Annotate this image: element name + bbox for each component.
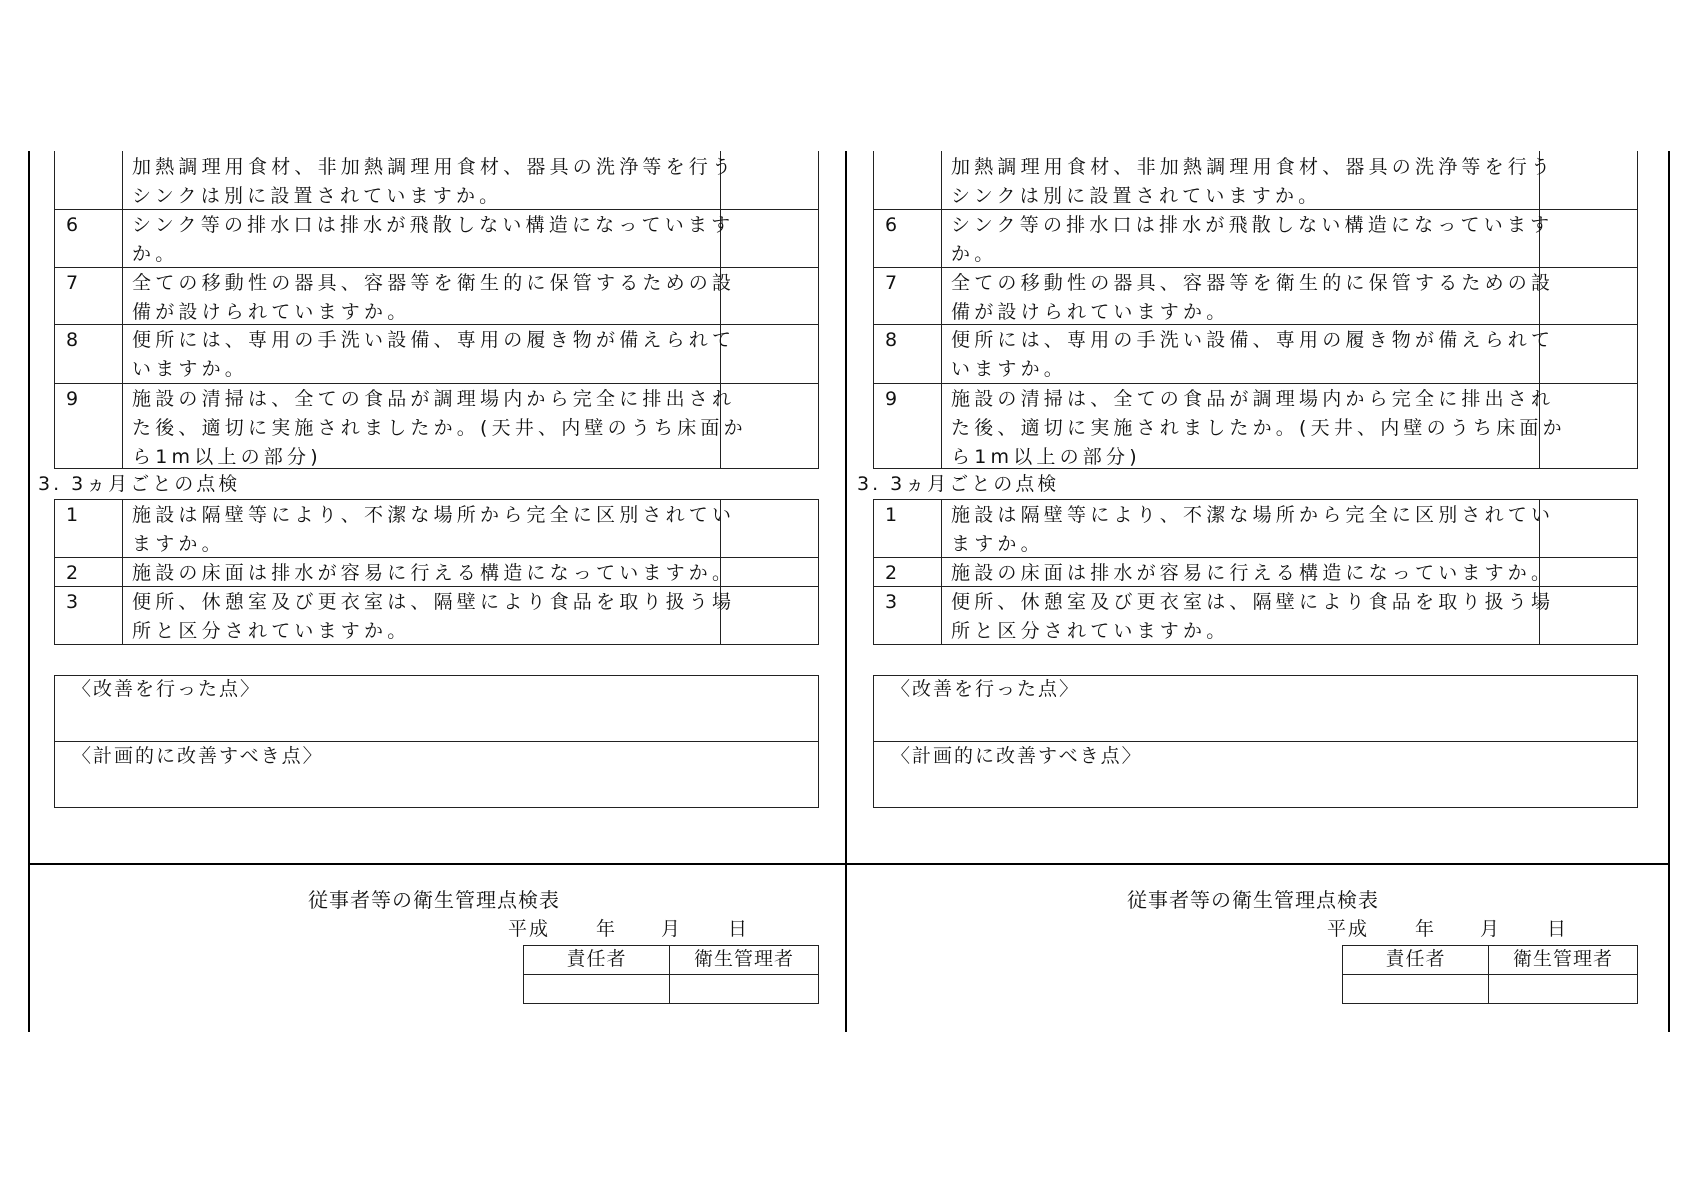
item-text-line: シンク等の排水口は排水が飛散しない構造になっています xyxy=(132,214,735,236)
date-era: 平成 xyxy=(1327,918,1370,940)
sign-header-responsible: 責任者 xyxy=(566,948,627,970)
table2-row-no-cell xyxy=(873,499,942,558)
sign-responsible-cell[interactable] xyxy=(1342,974,1489,1004)
sign-header-hygiene-manager: 衛生管理者 xyxy=(1512,948,1613,970)
table2-row-no-cell xyxy=(54,586,123,645)
sign-responsible-cell[interactable] xyxy=(523,974,670,1004)
remarks-planned-label: 〈計画的に改善すべき点〉 xyxy=(891,745,1143,767)
table2-row-no-cell xyxy=(54,557,123,587)
date-day: 日 xyxy=(1547,918,1571,940)
item-text-line: 所と区分されていますか。 xyxy=(951,620,1230,642)
item-number: 7 xyxy=(885,272,898,294)
item-text-line: 全ての移動性の器具、容器等を衛生的に保管するための設 xyxy=(132,272,736,294)
item-text-line: いますか。 xyxy=(132,358,249,380)
item-number: 2 xyxy=(66,562,79,584)
date-month: 月 xyxy=(661,918,685,940)
item-text-line: 備が設けられていますか。 xyxy=(132,301,411,323)
item-number: 1 xyxy=(66,504,79,526)
item-number: 6 xyxy=(66,214,79,236)
sign-hygiene-manager-cell[interactable] xyxy=(669,974,819,1004)
table2-row-no-cell xyxy=(873,557,942,587)
item-text-line: シンク等の排水口は排水が飛散しない構造になっています xyxy=(951,214,1554,236)
item-text-line: 施設の清掃は、全ての食品が調理場内から完全に排出され xyxy=(132,388,736,410)
date-day: 日 xyxy=(728,918,752,940)
item-text-line: 便所、休憩室及び更衣室は、隔壁により食品を取り扱う場 xyxy=(951,591,1555,613)
item-text-line: 施設の床面は排水が容易に行える構造になっていますか。 xyxy=(132,562,736,584)
item-text-line: 施設は隔壁等により、不潔な場所から完全に区別されてい xyxy=(951,504,1555,526)
remarks-planned-label: 〈計画的に改善すべき点〉 xyxy=(72,745,324,767)
table1-row-no-cell xyxy=(54,209,123,268)
item-number: 2 xyxy=(885,562,898,584)
table2-row-no-cell xyxy=(54,499,123,558)
item-text-line: 便所、休憩室及び更衣室は、隔壁により食品を取り扱う場 xyxy=(132,591,736,613)
date-year: 年 xyxy=(596,918,620,940)
table1-row-no-cell xyxy=(54,324,123,384)
item-text-line: た後、適切に実施されましたか。(天井、内壁のうち床面か xyxy=(951,417,1566,439)
item-text-line: 備が設けられていますか。 xyxy=(951,301,1230,323)
table1-row-check-cell[interactable] xyxy=(720,209,819,268)
item-text-line: いますか。 xyxy=(951,358,1068,380)
page-border-right xyxy=(1668,151,1670,1032)
item-number: 6 xyxy=(885,214,898,236)
item-number: 7 xyxy=(66,272,79,294)
sign-header-hygiene-manager: 衛生管理者 xyxy=(693,948,794,970)
item-text-line: 施設の清掃は、全ての食品が調理場内から完全に排出され xyxy=(951,388,1555,410)
table1-row-no-cell xyxy=(873,267,942,325)
table1-row-no-cell xyxy=(873,324,942,384)
item-text-line: シンクは別に設置されていますか。 xyxy=(132,185,503,207)
item-number: 1 xyxy=(885,504,898,526)
form-title: 従事者等の衛生管理点検表 xyxy=(308,888,560,912)
item-text-line: 全ての移動性の器具、容器等を衛生的に保管するための設 xyxy=(951,272,1555,294)
table1-row-no-cell xyxy=(873,383,942,469)
table1-row-no-cell xyxy=(54,267,123,325)
date-month: 月 xyxy=(1480,918,1504,940)
sign-hygiene-manager-cell[interactable] xyxy=(1488,974,1638,1004)
table1-row-no-cell xyxy=(54,383,123,469)
item-text-line: 加熱調理用食材、非加熱調理用食材、器具の洗浄等を行う xyxy=(951,156,1555,178)
table1-row-no-cell xyxy=(873,151,942,210)
table2-row-no-cell xyxy=(873,586,942,645)
item-text-line: か。 xyxy=(951,243,998,265)
date-year: 年 xyxy=(1415,918,1439,940)
section-heading: 3. 3ヵ月ごとの点検 xyxy=(38,473,241,495)
item-text-line: か。 xyxy=(132,243,179,265)
sign-header-responsible: 責任者 xyxy=(1385,948,1446,970)
item-number: 8 xyxy=(885,329,898,351)
item-text-line: 加熱調理用食材、非加熱調理用食材、器具の洗浄等を行う xyxy=(132,156,736,178)
remarks-improved-label: 〈改善を行った点〉 xyxy=(891,678,1081,700)
date-era: 平成 xyxy=(508,918,551,940)
item-number: 9 xyxy=(66,388,79,410)
table1-row-no-cell xyxy=(873,209,942,268)
item-text-line: 所と区分されていますか。 xyxy=(132,620,411,642)
item-text-line: ますか。 xyxy=(132,533,225,555)
form-title: 従事者等の衛生管理点検表 xyxy=(1127,888,1379,912)
item-text-line: 便所には、専用の手洗い設備、専用の履き物が備えられて xyxy=(951,329,1555,351)
section-heading: 3. 3ヵ月ごとの点検 xyxy=(857,473,1060,495)
item-number: 3 xyxy=(66,591,79,613)
item-text-line: 便所には、専用の手洗い設備、専用の履き物が備えられて xyxy=(132,329,736,351)
panel-left xyxy=(0,0,820,1187)
item-text-line: た後、適切に実施されましたか。(天井、内壁のうち床面か xyxy=(132,417,747,439)
item-text-line: ら1m以上の部分) xyxy=(132,446,322,468)
item-text-line: シンクは別に設置されていますか。 xyxy=(951,185,1322,207)
item-text-line: ますか。 xyxy=(951,533,1044,555)
item-number: 8 xyxy=(66,329,79,351)
remarks-improved-label: 〈改善を行った点〉 xyxy=(72,678,262,700)
item-number: 3 xyxy=(885,591,898,613)
item-text-line: 施設は隔壁等により、不潔な場所から完全に区別されてい xyxy=(132,504,736,526)
item-text-line: 施設の床面は排水が容易に行える構造になっていますか。 xyxy=(951,562,1555,584)
table1-row-check-cell[interactable] xyxy=(1539,209,1638,268)
table1-row-no-cell xyxy=(54,151,123,210)
item-text-line: ら1m以上の部分) xyxy=(951,446,1141,468)
item-number: 9 xyxy=(885,388,898,410)
panel-right xyxy=(819,0,1639,1187)
